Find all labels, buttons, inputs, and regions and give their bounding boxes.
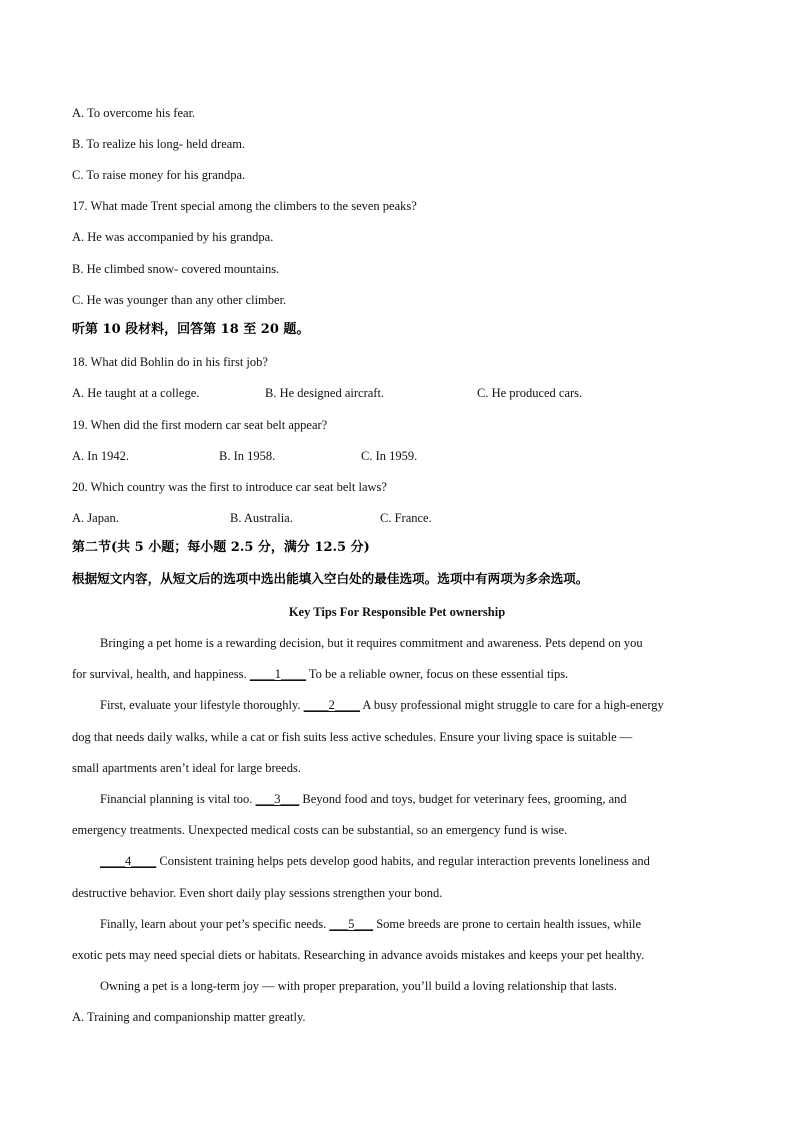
blank-3: ___3___ [255,792,300,806]
passage-text: To be a reliable owner, focus on these essential tips. [305,667,569,681]
passage-p5-line2: exotic pets may need special diets or habitats. Researching in advance avoids mistakes and keeps your pet healthy. [72,948,645,962]
passage-p6-line1: Owning a pet is a long-term joy — with proper preparation, you’ll build a loving relationship that lasts. [100,979,617,993]
q18-question: 18. What did Bohlin do in his first job? [72,355,268,369]
blank-5: ___5___ [329,917,374,931]
q16-option-a: A. To overcome his fear. [72,106,196,120]
q19-option-b: B. In 1958. [219,449,276,463]
q17-option-c: C. He was younger than any other climber. [72,293,287,307]
q16-option-c: C. To raise money for his grandpa. [72,168,246,182]
passage-p2-line3: small apartments aren’t ideal for large breeds. [72,761,301,775]
q18-option-b: B. He designed aircraft. [265,386,385,400]
passage-title: Key Tips For Responsible Pet ownership [288,605,506,619]
q17-question: 17. What made Trent special among the climbers to the seven peaks? [72,199,417,213]
blank-4: ____4____ [100,854,157,868]
passage-text: Beyond food and toys, budget for veterinary fees, grooming, and [299,792,627,806]
option-a: A. Training and companionship matter greatly. [72,1010,306,1024]
passage-text: Finally, learn about your pet’s specific needs. [100,917,330,931]
passage-text: Financial planning is vital too. [100,792,256,806]
passage-text: A busy professional might struggle to care for a high-energy [359,698,664,712]
q18-option-a: A. He taught at a college. [72,386,200,400]
passage-p2-line1 [100,697,664,713]
passage-p5-line1 [100,916,641,932]
passage-p2-line2: dog that needs daily walks, while a cat or fish suits less active schedules. Ensure your living space is suitable — [72,730,633,744]
passage-p4-line1 [100,853,650,869]
section-heading-10: 听第 10 段材料，回答第 18 至 20 题。 [72,322,310,337]
q16-option-b: B. To realize his long- held dream. [72,137,246,151]
q20-option-a: A. Japan. [72,511,119,525]
q20-option-c: C. France. [380,511,432,525]
q17-option-a: A. He was accompanied by his grandpa. [72,230,274,244]
passage-p1-line2 [72,666,568,682]
passage-p4-line2: destructive behavior. Even short daily play sessions strengthen your bond. [72,886,443,900]
q19-option-c: C. In 1959. [361,449,418,463]
passage-text: Some breeds are prone to certain health issues, while [373,917,642,931]
passage-p1-line1: Bringing a pet home is a rewarding decision, but it requires commitment and awareness. Pets depend on you [100,636,643,650]
passage-text: First, evaluate your lifestyle thoroughly. [100,698,304,712]
blank-1: ____1____ [249,667,306,681]
passage-p3-line1 [100,791,627,807]
q19-option-a: A. In 1942. [72,449,129,463]
q18-options [72,385,722,401]
q19-options [72,448,722,464]
passage-text: for survival, health, and happiness. [72,667,250,681]
passage-text: Consistent training helps pets develop good habits, and regular interaction prevents loneliness and [156,854,650,868]
q17-option-b: B. He climbed snow- covered mountains. [72,262,280,276]
q20-question: 20. Which country was the first to introduce car seat belt laws? [72,480,387,494]
part2-instruction: 根据短文内容，从短文后的选项中选出能填入空白处的最佳选项。选项中有两项为多余选项。 [72,571,589,586]
passage-p3-line2: emergency treatments. Unexpected medical costs can be substantial, so an emergency fund is wise. [72,823,568,837]
q19-question: 19. When did the first modern car seat belt appear? [72,418,328,432]
blank-2: ____2____ [303,698,360,712]
q20-option-b: B. Australia. [230,511,293,525]
q18-option-c: C. He produced cars. [477,386,583,400]
q20-options [72,510,722,526]
part2-heading: 第二节(共 5 小题；每小题 2.5 分，满分 12.5 分) [72,540,370,555]
